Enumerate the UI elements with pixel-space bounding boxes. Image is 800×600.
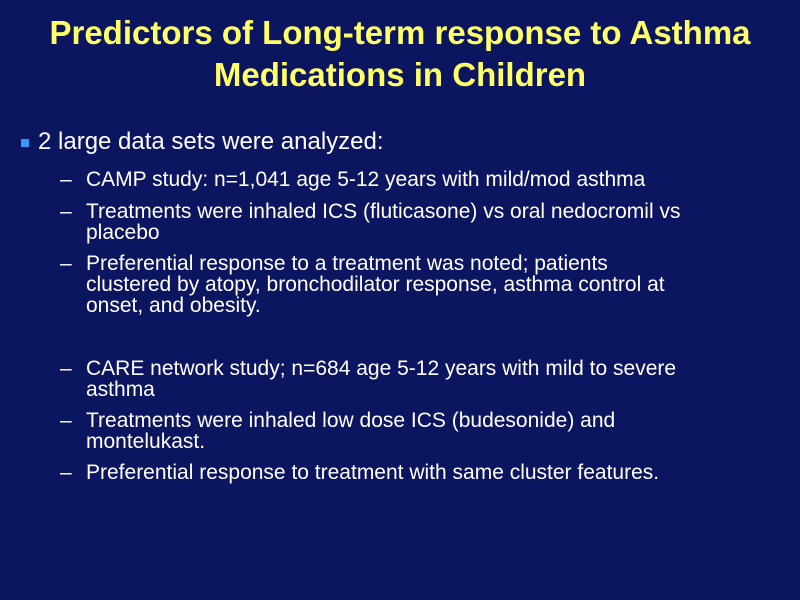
title-line: Medications in Children [213,56,587,93]
sub-bullet-line: placebo [86,221,160,244]
sub-bullet-line: asthma [86,378,155,401]
dash-bullet-icon: – [60,357,72,380]
sub-bullet-text [86,358,786,400]
sub-bullet-line: Treatments were inhaled low dose ICS (budesonide) and [86,409,616,432]
sub-bullet-line: Treatments were inhaled ICS (fluticasone) vs oral nedocromil vs [86,200,681,223]
sub-bullet-line: clustered by atopy, bronchodilator response, asthma control at [86,273,665,296]
sub-bullet-text [86,410,786,452]
sub-bullet-line: Preferential response to treatment with same cluster features. [86,461,660,484]
sub-bullet-text [86,169,786,190]
sub-bullet-text [86,462,786,483]
dash-bullet-icon: – [60,409,72,432]
square-bullet-icon [21,139,29,147]
dash-bullet-icon: – [60,200,72,223]
sub-bullet-line: onset, and obesity. [86,294,261,317]
sub-bullet-line: CAMP study: n=1,041 age 5-12 years with mild/mod asthma [86,168,646,191]
sub-bullet-line: Preferential response to a treatment was noted; patients [86,252,608,275]
main-bullet: 2 large data sets were analyzed: [38,128,384,155]
sub-bullet-line: montelukast. [86,430,206,453]
sub-bullet-text [86,253,786,316]
sub-bullet-line: CARE network study; n=684 age 5-12 years with mild to severe [86,357,677,380]
title-line: Predictors of Long-term response to Asthma [49,14,751,51]
dash-bullet-icon: – [60,461,72,484]
sub-bullet-text [86,201,786,243]
dash-bullet-icon: – [60,168,72,191]
dash-bullet-icon: – [60,252,72,275]
